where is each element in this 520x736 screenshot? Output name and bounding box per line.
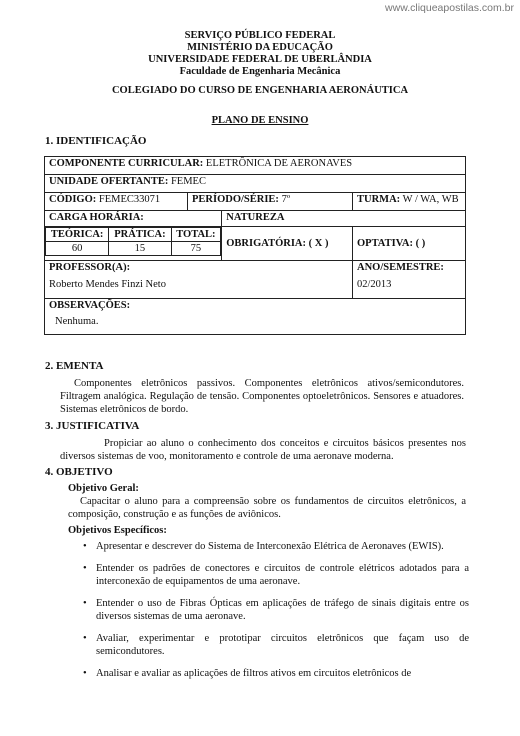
objetivos-especificos-list — [83, 540, 469, 689]
objetivo-geral-text: Capacitar o aluno para a compreensão sobre os fundamentos de circuitos eletrônicos, a composição, construção e as funções de aviônicos. — [68, 496, 466, 520]
list-item-text: Entender os padrões de conectores e circuitos de controle elétricos adotados para a interconexão de equipamentos de uma aeronave. — [96, 563, 469, 587]
section-ementa: 2. EMENTA — [45, 360, 104, 372]
section-justificativa: 3. JUSTIFICATIVA — [45, 420, 140, 432]
justificativa-text: Propiciar ao aluno o conhecimento dos conceitos e circuitos básicos presentes nos diversos sistemas de voo, monitoramento e controle de uma aeronave moderna. — [60, 438, 466, 462]
list-item — [83, 632, 469, 658]
ano-value: 02/2013 — [357, 279, 392, 290]
list-item — [83, 667, 469, 680]
cell-codigo — [45, 193, 188, 211]
periodo-value: 7º — [281, 194, 291, 205]
natureza-label: NATUREZA — [222, 211, 466, 227]
turma-value: W / WA, WB — [402, 194, 459, 205]
list-item — [83, 562, 469, 588]
list-item — [83, 540, 469, 553]
list-item-text: Apresentar e descrever do Sistema de Interconexão Elétrica de Aeronaves (EWIS). — [96, 541, 444, 552]
componente-value: ELETRÔNICA DE AERONAVES — [205, 158, 353, 169]
total-label: TOTAL: — [171, 228, 221, 242]
ano-label: ANO/SEMESTRE: — [357, 262, 444, 273]
list-item — [83, 597, 469, 623]
professor-value: Roberto Mendes Finzi Neto — [49, 279, 166, 290]
identification-table — [44, 156, 466, 335]
componente-label: COMPONENTE CURRICULAR: — [49, 158, 204, 169]
objetivo-geral-label: Objetivo Geral: — [68, 483, 139, 494]
bullet-icon: • — [83, 633, 87, 644]
cell-professor — [45, 261, 353, 299]
objetivos-especificos-label: Objetivos Específicos: — [68, 525, 167, 536]
row-unidade — [45, 175, 466, 193]
ementa-text: Componentes eletrônicos passivos. Componentes eletrônicos ativos/semicondutores. Filtragem analógica. Regulação de tensão. Componentes optoeletrônicos. Sensores e atuadores. Sistemas eletrônicos de bordo. — [60, 378, 464, 415]
pratica-value: 15 — [109, 242, 171, 256]
professor-label: PROFESSOR(A): — [49, 262, 131, 273]
periodo-label: PERÍODO/SÉRIE: — [192, 194, 279, 205]
cell-turma — [353, 193, 466, 211]
list-item-text: Analisar e avaliar as aplicações de filtros ativos em circuitos eletrônicos de — [96, 668, 412, 679]
carga-label: CARGA HORÁRIA: — [45, 211, 222, 227]
observacoes-label: OBSERVAÇÕES: — [49, 300, 131, 311]
unidade-label: UNIDADE OFERTANTE: — [49, 176, 169, 187]
cell-ano — [353, 261, 466, 299]
optativa-option: OPTATIVA: ( ) — [353, 227, 466, 261]
codigo-value: FEMEC33071 — [98, 194, 161, 205]
bullet-icon: • — [83, 668, 87, 679]
header-line-1: SERVIÇO PÚBLICO FEDERAL — [184, 30, 336, 41]
cell-observacoes — [45, 299, 466, 335]
codigo-label: CÓDIGO: — [49, 194, 97, 205]
list-item-text: Entender o uso de Fibras Ópticas em aplicações de tráfego de sinais digitais entre os diversos sistemas de uma aeronave. — [96, 598, 469, 622]
row-componente — [45, 157, 466, 175]
bullet-icon: • — [83, 541, 87, 552]
section-objetivo: 4. OBJETIVO — [45, 466, 113, 478]
observacoes-value: Nenhuma. — [55, 316, 99, 327]
turma-label: TURMA: — [357, 194, 401, 205]
list-item-text: Avaliar, experimentar e prototipar circuitos eletrônicos que façam uso de semicondutores. — [96, 633, 469, 657]
bullet-icon: • — [83, 563, 87, 574]
header-line-4: Faculdade de Engenharia Mecânica — [179, 66, 341, 77]
header-line-2: MINISTÉRIO DA EDUCAÇÃO — [187, 42, 333, 53]
watermark: www.cliqueapostilas.com.br — [385, 2, 514, 14]
teorica-label: TEÓRICA: — [46, 228, 109, 242]
document-title: PLANO DE ENSINO — [211, 115, 309, 126]
header-line-3: UNIVERSIDADE FEDERAL DE UBERLÂNDIA — [148, 54, 372, 65]
cell-periodo — [188, 193, 353, 211]
section-identificacao: 1. IDENTIFICAÇÃO — [45, 135, 147, 147]
teorica-value: 60 — [46, 242, 109, 256]
bullet-icon: • — [83, 598, 87, 609]
total-value: 75 — [171, 242, 221, 256]
obrigatoria-option: OBRIGATÓRIA: ( X ) — [222, 227, 353, 261]
cell-hours — [45, 227, 222, 261]
unidade-value: FEMEC — [170, 176, 206, 187]
pratica-label: PRÁTICA: — [109, 228, 171, 242]
header-line-5: COLEGIADO DO CURSO DE ENGENHARIA AERONÁUTICA — [111, 85, 409, 96]
hours-table — [45, 227, 221, 256]
